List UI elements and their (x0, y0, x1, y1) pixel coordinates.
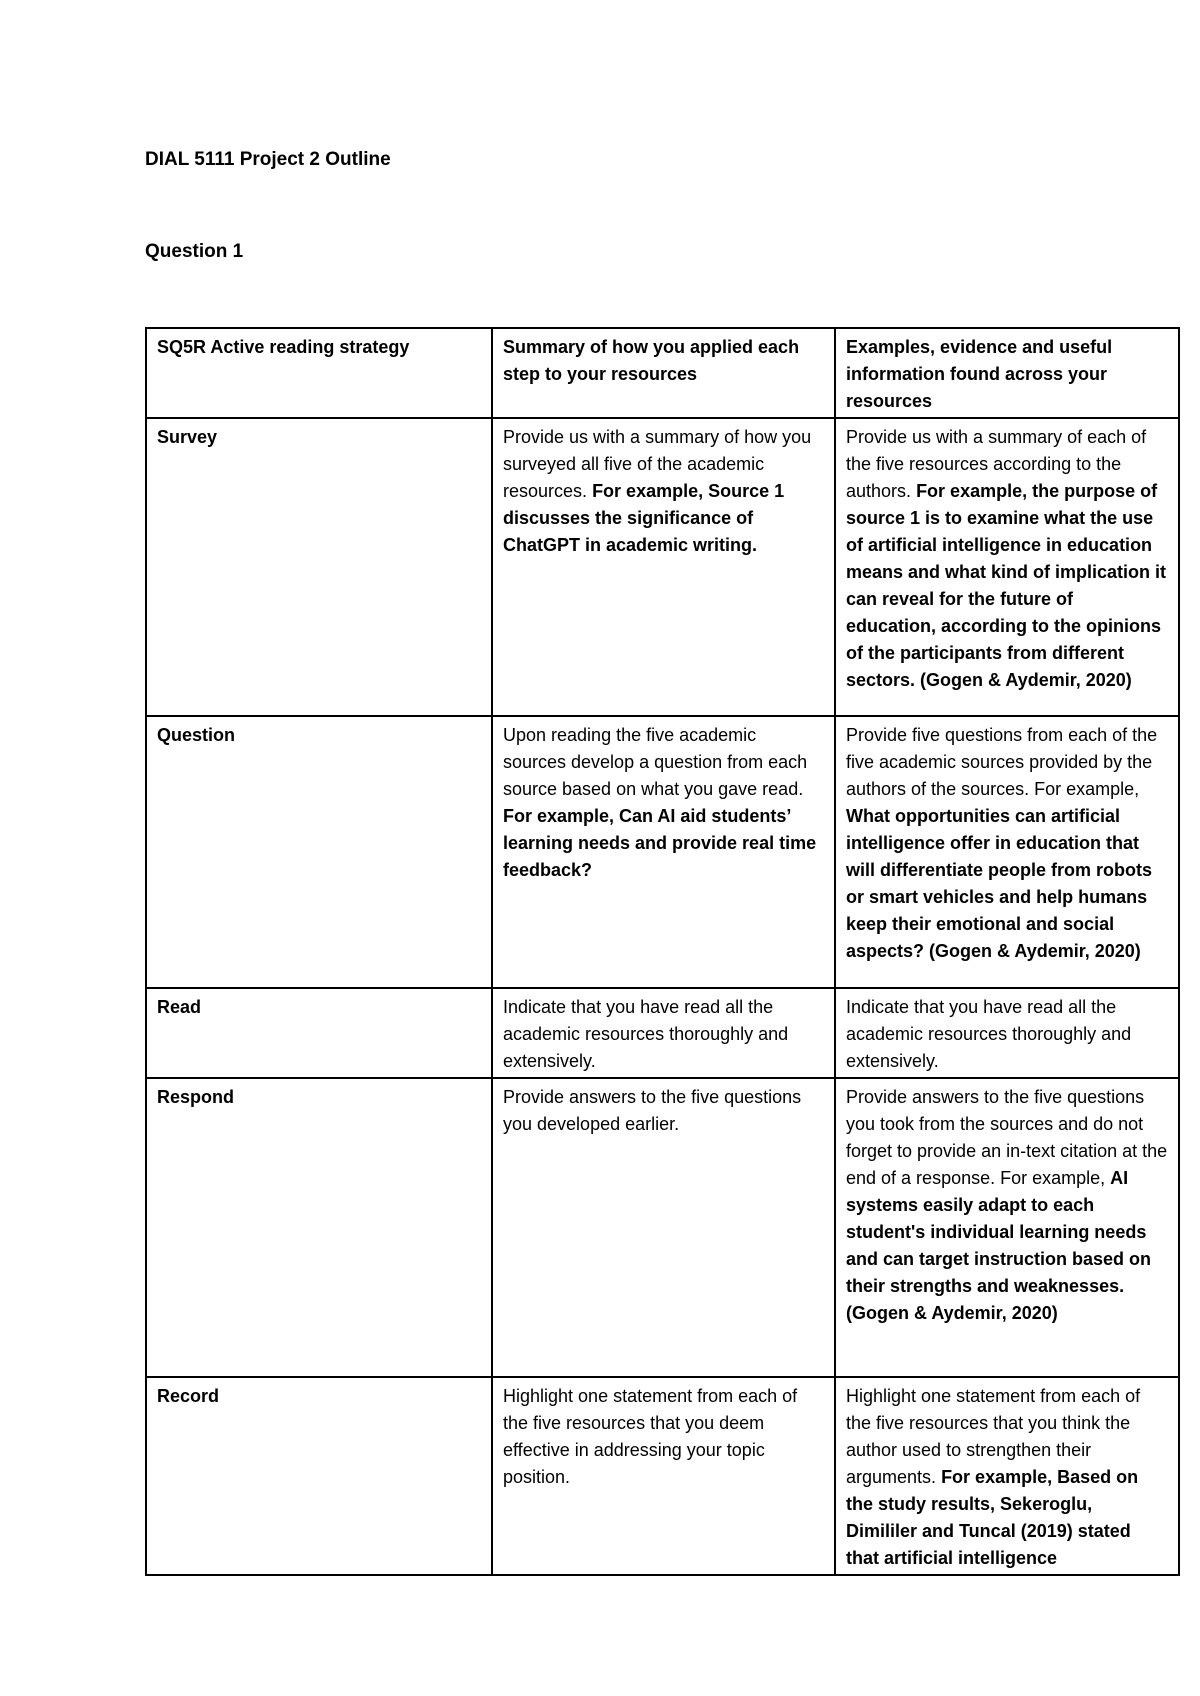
question-examples-cell (835, 716, 1179, 988)
cell-text: Provide us with a summary of each of the five resources according to the authors. (846, 427, 1147, 501)
cell-example: For example, Source 1 discusses the significance of ChatGPT in academic writing. (503, 481, 785, 555)
header-summary: Summary of how you applied each step to your resources (492, 328, 835, 418)
respond-summary-cell (492, 1078, 835, 1377)
record-summary-cell (492, 1377, 835, 1575)
cell-text: Provide us with a summary of how you surveyed all five of the academic resources. (503, 427, 812, 501)
table-header-row (146, 328, 1179, 418)
row-label-record: Record (146, 1377, 492, 1575)
read-summary-cell (492, 988, 835, 1078)
cell-example: What opportunities can artificial intelligence offer in education that will differentiate people from robots or smart vehicles and help humans keep their emotional and social aspects? (Gogen & Aydemir, 2020) (846, 806, 1153, 961)
cell-text: Provide five questions from each of the five academic sources provided by the authors of the sources. For example, (846, 725, 1158, 799)
table-row (146, 988, 1179, 1078)
cell-text: Highlight one statement from each of the five resources that you deem effective in addressing your topic position. (503, 1386, 798, 1487)
row-label-read: Read (146, 988, 492, 1078)
table-row (146, 418, 1179, 716)
cell-example: For example, Based on the study results, Sekeroglu, Dimililer and Tuncal (2019) stated that artificial intelligence (846, 1467, 1139, 1568)
table-row (146, 716, 1179, 988)
cell-example: For example, Can AI aid students’ learning needs and provide real time feedback? (503, 806, 817, 880)
survey-summary-cell (492, 418, 835, 716)
cell-text: Upon reading the five academic sources develop a question from each source based on what you gave read. (503, 725, 808, 799)
sq5r-outline-table (145, 327, 1180, 1576)
header-strategy: SQ5R Active reading strategy (146, 328, 492, 418)
cell-text: Provide answers to the five questions you took from the sources and do not forget to provide an in-text citation at the end of a response. For example, (846, 1087, 1168, 1188)
document-title: DIAL 5111 Project 2 Outline (145, 149, 391, 170)
question-summary-cell (492, 716, 835, 988)
row-label-question: Question (146, 716, 492, 988)
cell-text: Highlight one statement from each of the five resources that you think the author used to strengthen their arguments. (846, 1386, 1141, 1487)
cell-text: Indicate that you have read all the academic resources thoroughly and extensively. (846, 997, 1132, 1071)
row-label-respond: Respond (146, 1078, 492, 1377)
respond-examples-cell (835, 1078, 1179, 1377)
cell-text: Provide answers to the five questions you developed earlier. (503, 1087, 802, 1134)
record-examples-cell (835, 1377, 1179, 1575)
table-row (146, 1078, 1179, 1377)
read-examples-cell (835, 988, 1179, 1078)
cell-text: Indicate that you have read all the academic resources thoroughly and extensively. (503, 997, 789, 1071)
survey-examples-cell (835, 418, 1179, 716)
cell-example: For example, the purpose of source 1 is to examine what the use of artificial intelligence in education means and what kind of implication it can reveal for the future of education, according to the opinions of the participants from different sectors. (Gogen & Aydemir, 2020) (846, 481, 1167, 690)
header-examples: Examples, evidence and useful information found across your resources (835, 328, 1179, 418)
cell-example: AI systems easily adapt to each student's individual learning needs and can target instruction based on their strengths and weaknesses. (Gogen & Aydemir, 2020) (846, 1168, 1152, 1323)
row-label-survey: Survey (146, 418, 492, 716)
question-heading: Question 1 (145, 241, 244, 262)
table-row (146, 1377, 1179, 1575)
